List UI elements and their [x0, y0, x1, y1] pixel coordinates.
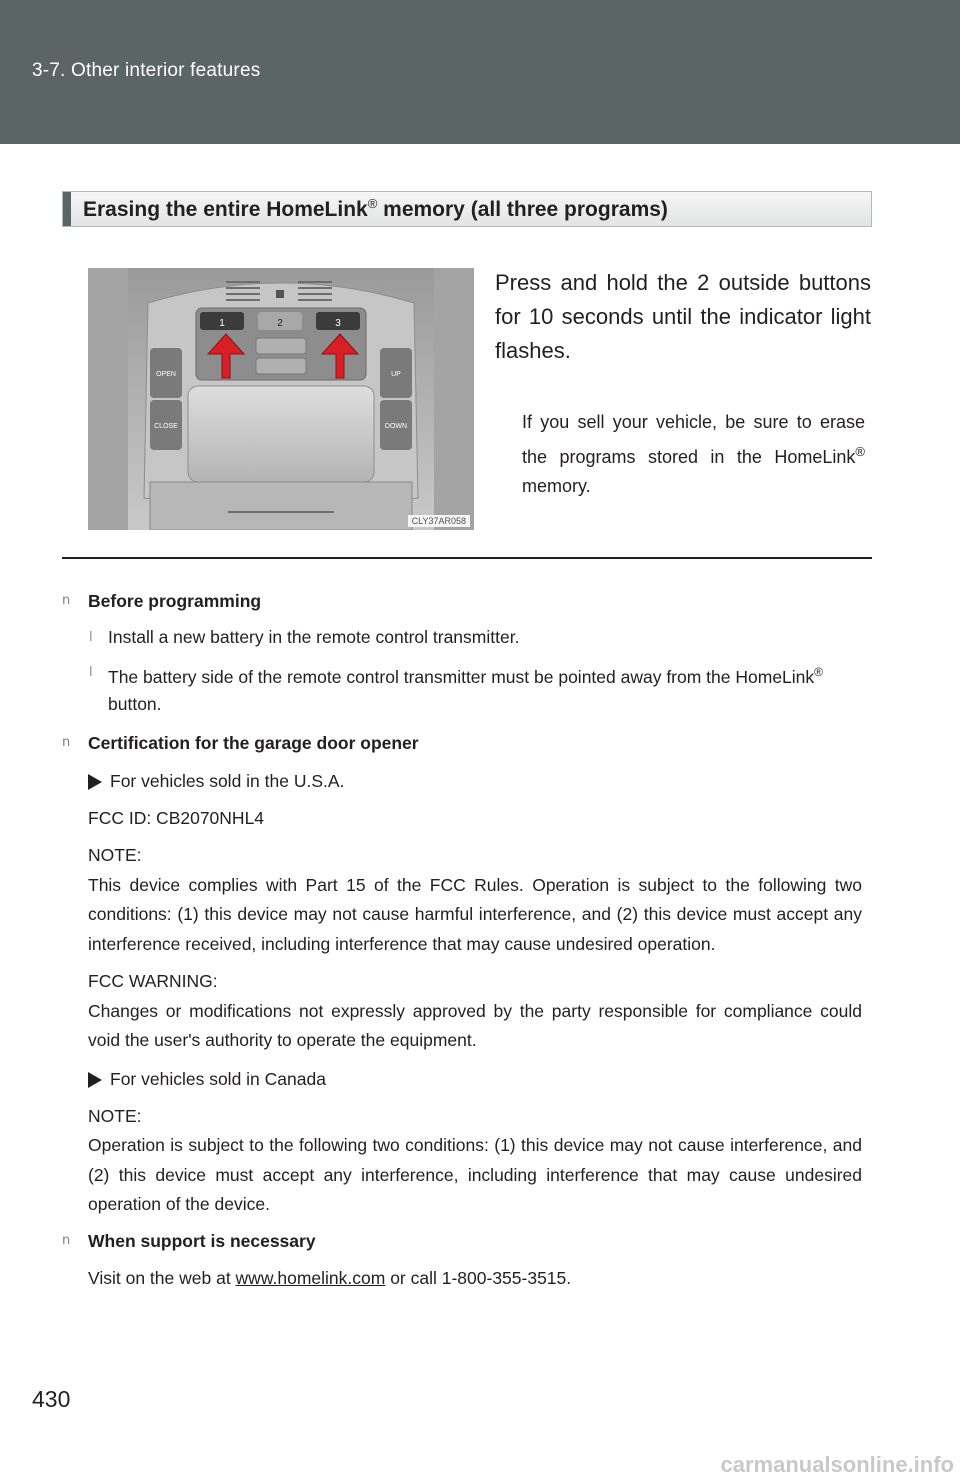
dot-bullet-icon: l — [89, 630, 93, 645]
section-title — [83, 196, 668, 222]
figure-code: CLY37AR058 — [408, 515, 470, 527]
region-canada — [62, 1064, 862, 1094]
note-text: This device complies with Part 15 of the FCC Rules. Operation is subject to the following two conditions: (1) this device may not cause harmful interference, and (2) this device must accept any interference received, including interference that may cause undesired operation. — [88, 874, 862, 954]
button-2-label: 2 — [277, 318, 283, 329]
fcc-note — [62, 841, 862, 959]
region-text: For vehicles sold in Canada — [110, 1068, 326, 1089]
button-3-label: 3 — [335, 318, 341, 329]
heading-text: When support is necessary — [88, 1230, 316, 1251]
heading-before-programming — [62, 586, 862, 616]
list-item — [62, 659, 862, 718]
divider-rule — [62, 557, 872, 559]
heading-text: Before programming — [88, 591, 262, 611]
fcc-warning — [62, 967, 862, 1056]
note-label: NOTE: — [88, 1105, 142, 1126]
header-band — [0, 0, 960, 144]
up-label: UP — [391, 371, 401, 378]
section-bar-accent — [63, 192, 71, 226]
square-bullet-icon: n — [62, 734, 71, 750]
watermark: carmanualsonline.info — [720, 1452, 954, 1477]
overhead-console-illustration — [88, 268, 474, 530]
fcc-id: FCC ID: CB2070NHL4 — [88, 807, 265, 828]
note-label: NOTE: — [88, 845, 142, 866]
list-item-text: Install a new battery in the remote control transmitter. — [108, 627, 520, 647]
step-note-tail: memory. — [522, 476, 591, 496]
list-item-tail: button. — [108, 693, 162, 714]
step-note-text: If you sell your vehicle, be sure to erase the programs stored in the HomeLink — [522, 412, 865, 467]
canada-note — [62, 1102, 862, 1220]
close-label: CLOSE — [154, 423, 178, 430]
list-item-text: The battery side of the remote control transmitter must be pointed away from the HomeLink — [108, 666, 815, 687]
section-header-title: 3-7. Other interior features — [32, 60, 261, 81]
warning-text: Changes or modifications not expressly approved by the party responsible for compliance could void the user's authority to operate the equipment. — [88, 1000, 862, 1051]
square-bullet-icon: n — [62, 1232, 71, 1248]
registered-mark: ® — [367, 196, 378, 211]
console-drawing — [88, 268, 474, 530]
support-text — [62, 1264, 862, 1294]
square-bullet-icon: n — [62, 593, 71, 608]
section-title-rest: memory (all three programs) — [377, 198, 668, 221]
heading-certification — [62, 728, 862, 758]
step-instruction: Press and hold the 2 outside buttons for 10 seconds until the indicator light flashes. — [495, 270, 871, 363]
warning-label: FCC WARNING: — [88, 971, 218, 992]
registered-mark: ® — [814, 665, 824, 679]
support-post: or call 1-800-355-3515. — [385, 1267, 572, 1288]
notes-content — [62, 586, 862, 1293]
registered-mark: ® — [855, 444, 865, 459]
button-1-label: 1 — [219, 318, 225, 329]
arrow-right-icon — [88, 1072, 102, 1088]
section-title-text: Erasing the entire HomeLink — [83, 198, 368, 221]
down-label: DOWN — [384, 423, 408, 430]
step-note — [522, 408, 865, 501]
dot-bullet-icon: l — [89, 665, 93, 680]
list-item — [62, 624, 862, 651]
open-label: OPEN — [156, 371, 176, 378]
region-text: For vehicles sold in the U.S.A. — [110, 770, 345, 791]
section-title-bar — [62, 191, 872, 227]
arrow-right-icon — [88, 774, 102, 790]
heading-support — [62, 1226, 862, 1256]
page-number: 430 — [32, 1386, 71, 1412]
homelink-website-link[interactable]: www.homelink.com — [235, 1267, 386, 1288]
heading-text: Certification for the garage door opener — [88, 732, 419, 753]
support-pre: Visit on the web at — [88, 1267, 236, 1288]
note-text: Operation is subject to the following two conditions: (1) this device may not cause interference, and (2) this device must accept any interference, including interference that may cause undesired operation of the device. — [88, 1135, 862, 1215]
region-usa — [62, 766, 862, 796]
